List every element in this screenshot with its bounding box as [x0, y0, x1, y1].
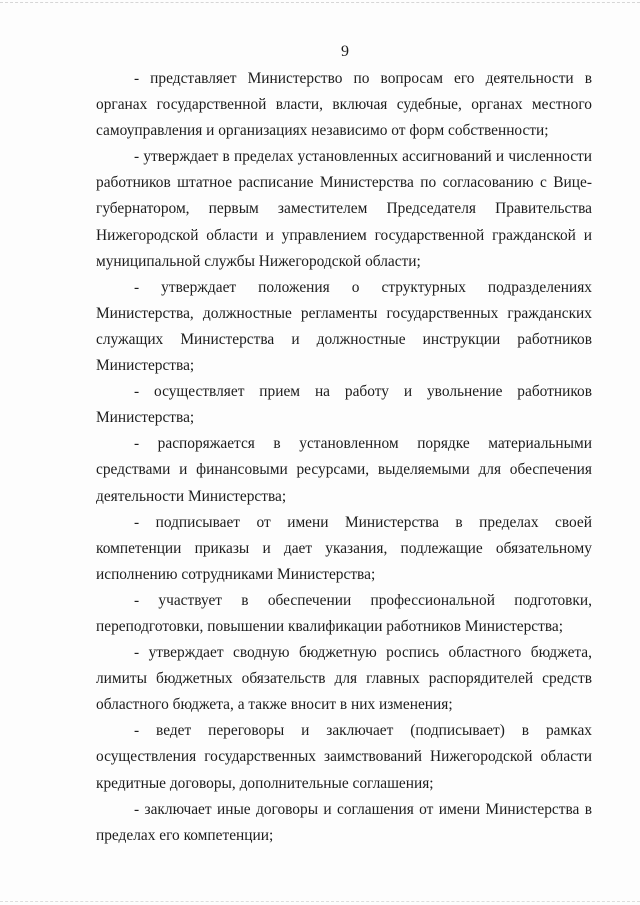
- paragraph: - подписывает от имени Министерства в пределах своей компетенции приказы и дает указания, подлежащие обязательному исполнению сотрудниками Министерства;: [96, 513, 592, 583]
- paragraph: - осуществляет прием на работу и увольнение работников Министерства;: [96, 383, 592, 427]
- paragraph: - утверждает положения о структурных подразделениях Министерства, должностные регламенты государственных гражданских служащих Министерства и должностные инструкции работников Министерства;: [96, 278, 592, 375]
- paragraph: - ведет переговоры и заключает (подписывает) в рамках осуществления государственных заимствований Нижегородской области кредитные договоры, дополнительные соглашения;: [96, 722, 592, 792]
- page-number: 9: [341, 43, 349, 60]
- paragraph: - представляет Министерство по вопросам его деятельности в органах государственной власти, включая судебные, органах местного самоуправления и организациях независимо от форм собственности;: [96, 70, 592, 140]
- paragraph: - утверждает сводную бюджетную роспись областного бюджета, лимиты бюджетных обязательств для главных распорядителей средств областного бюджета, а также вносит в них изменения;: [96, 644, 592, 714]
- scan-edge-bottom: [0, 901, 640, 902]
- paragraph: - распоряжается в установленном порядке материальными средствами и финансовыми ресурсами, выделяемыми для обеспечения деятельности Министерства;: [96, 435, 592, 505]
- scan-edge-top: [0, 2, 640, 3]
- body-text: [96, 66, 592, 849]
- paragraph: - заключает иные договоры и соглашения от имени Министерства в пределах его компетенции;: [96, 800, 592, 844]
- paragraph: - участвует в обеспечении профессиональной подготовки, переподготовки, повышении квалификации работников Министерства;: [96, 591, 592, 635]
- paragraph: - утверждает в пределах установленных ассигнований и численности работников штатное расписание Министерства по согласованию с Вице-губернатором, первым заместителем Председателя Правительства Нижегородской области и управлением государственной гражданской и муниципальной службы Нижегородской области;: [96, 148, 592, 270]
